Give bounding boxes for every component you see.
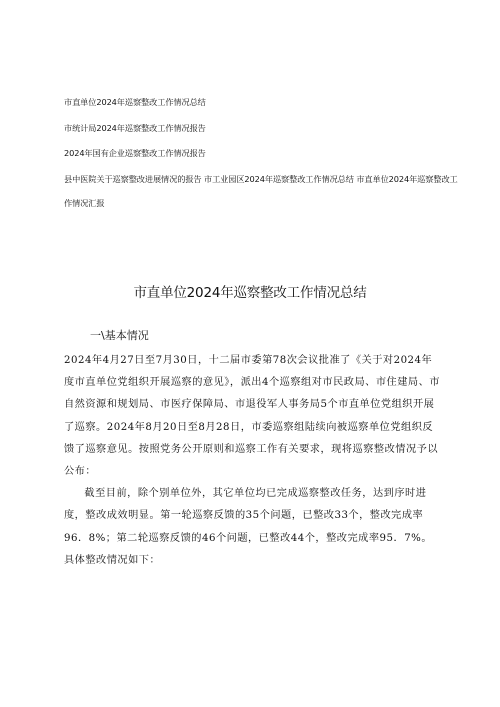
document-link-2[interactable]: 市统计局2024年巡察整改工作情况报告	[64, 122, 206, 133]
paragraph-2: 截至目前，除个别单位外，其它单位均已完成巡察整改任务，达到序时进度，整改成效明显。第一轮巡察反馈的35个问题，已整改33个，整改完成率96．8%；第二轮巡察反馈的46个问题，已整改44个，整改完成率95．7%。具体整改情况如下：	[64, 488, 433, 566]
document-link-4[interactable]: 县中医院关于巡察整改进展情况的报告 市工业园区2024年巡察整改工作情况总结 市直单位2024年巡察整改工作情况汇报	[64, 173, 458, 208]
section-heading: 一\基本情况	[90, 329, 149, 342]
document-link-1[interactable]: 市直单位2024年巡察整改工作情况总结	[64, 97, 206, 107]
document-link-3[interactable]: 2024年国有企业巡察整改工作情况报告	[64, 148, 206, 158]
document-link-list	[64, 96, 464, 228]
page-title: 市直单位2024年巡察整改工作情况总结	[133, 285, 367, 302]
document-body	[64, 350, 442, 572]
paragraph-1: 2024年4月27日至7月30日，十二届市委第78次会议批准了《关于对2024年度市直单位党组织开展巡察的意见》，派出4个巡察组对市民政局、市住建局、市自然资源和规划局、市医疗保障局、市退役军人事务局5个市直单位党组织开展了巡察。2024年8月20日至8月28日，市委巡察组陆续向被巡察单位党组织反馈了巡察意见。按照党务公开原则和巡察工作有关要求，现将巡察整改情况予以公布：	[64, 355, 440, 478]
